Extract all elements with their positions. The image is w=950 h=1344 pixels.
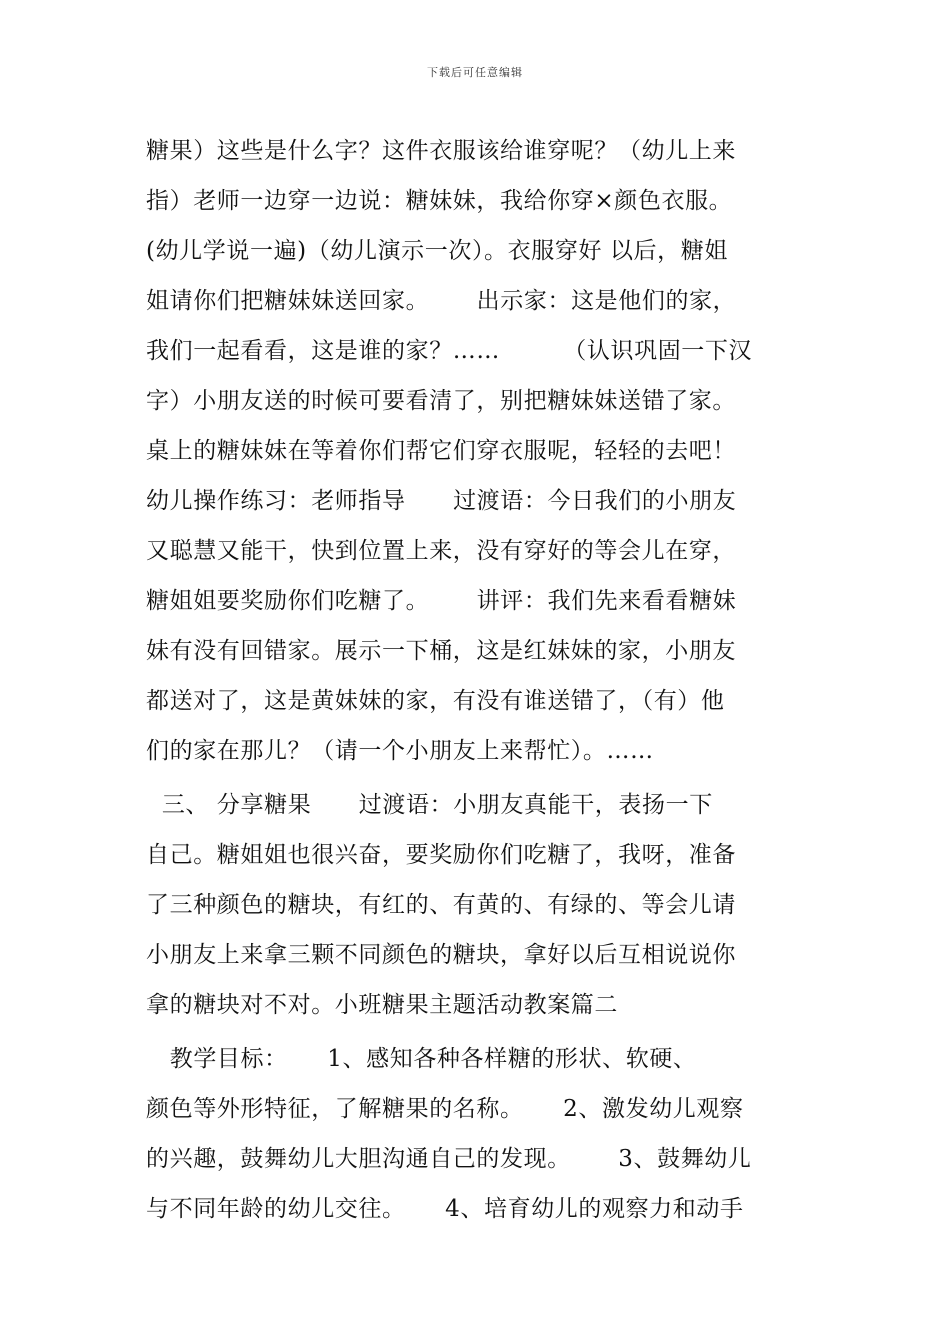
document-body [146, 126, 808, 1234]
text-line: 幼儿操作练习：老师指导 过渡语：今日我们的小朋友 [146, 488, 737, 514]
text-line: 颜色等外形特征，了解糖果的名称。 2、激发幼儿观察 [146, 1096, 744, 1122]
text-line: 拿的糖块对不对。小班糖果主题活动教案篇二 [146, 992, 618, 1018]
text-line: 姐请你们把糖妹妹送回家。 出示家：这是他们的家， [146, 288, 737, 314]
text-line: 与不同年龄的幼儿交往。 4、培育幼儿的观察力和动手 [146, 1196, 744, 1222]
text-line: 我们一起看看，这是谁的家？…… （认识巩固一下汉 [146, 338, 753, 364]
text-line: 字）小朋友送的时候可要看清了，别把糖妹妹送错了家。 [146, 388, 736, 414]
text-line: 糖姐姐要奖励你们吃糖了。 讲评：我们先来看看糖妹 [146, 588, 737, 614]
text-line: 指）老师一边穿一边说：糖妹妹，我给你穿×颜色衣服。 [146, 188, 733, 214]
text-line: 桌上的糖妹妹在等着你们帮它们穿衣服呢，轻轻的去吧！ [146, 438, 736, 464]
page-header: 下载后可任意编辑 [427, 66, 523, 79]
text-line: 都送对了，这是黄妹妹的家，有没有谁送错了，（有）他 [146, 688, 725, 714]
text-line: 又聪慧又能干，快到位置上来，没有穿好的等会儿在穿， [146, 538, 736, 564]
text-line: 们的家在那儿？（请一个小朋友上来帮忙）。…… [146, 738, 654, 764]
objectives-line: 教学目标： 1、感知各种各样糖的形状、软硬、 [146, 1046, 697, 1072]
text-line: 小朋友上来拿三颗不同颜色的糖块，拿好以后互相说说你 [146, 942, 736, 968]
text-line: (幼儿学说一遍)（幼儿演示一次）。衣服穿好 以后，糖姐 [146, 238, 728, 264]
text-line: 了三种颜色的糖块，有红的、有黄的、有绿的、等会儿请 [146, 892, 736, 918]
text-line: 自己。糖姐姐也很兴奋，要奖励你们吃糖了，我呀，准备 [146, 842, 736, 868]
text-line: 糖果）这些是什么字？这件衣服该给谁穿呢？（幼儿上来 [146, 138, 736, 164]
text-line: 的兴趣，鼓舞幼儿大胆沟通自己的发现。 3、鼓舞幼儿 [146, 1146, 752, 1172]
section-heading-line: 三、 分享糖果 过渡语：小朋友真能干，表扬一下 [146, 792, 713, 818]
text-line: 妹有没有回错家。展示一下桶，这是红妹妹的家，小朋友 [146, 638, 736, 664]
